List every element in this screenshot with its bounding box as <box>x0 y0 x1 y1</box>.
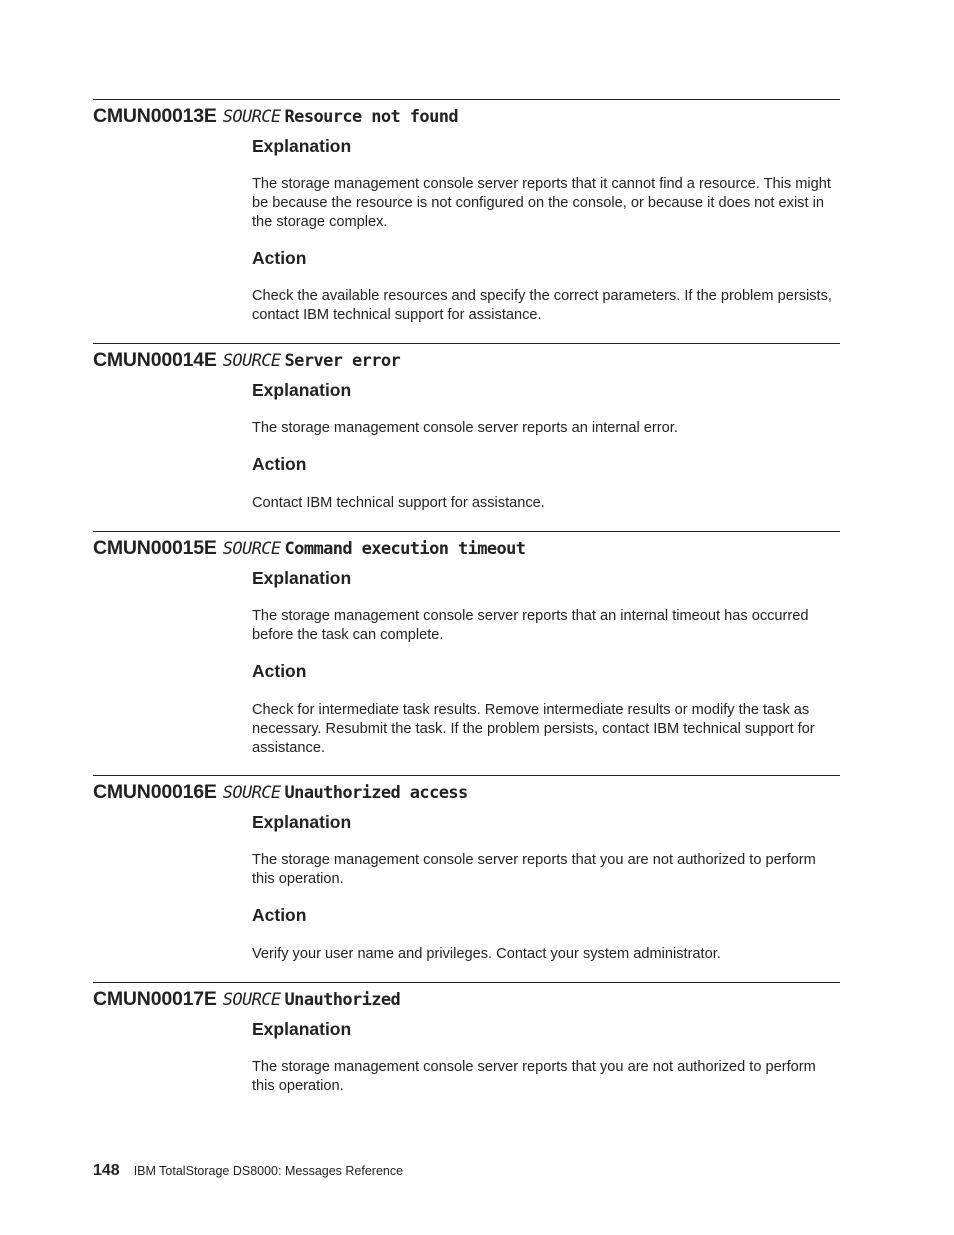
action-heading: Action <box>252 661 307 681</box>
message-id: CMUN00017E <box>93 988 217 1010</box>
explanation-heading: Explanation <box>252 812 352 832</box>
message-heading <box>93 985 400 1013</box>
message-block <box>93 775 840 980</box>
message-block <box>93 99 840 340</box>
explanation-text: The storage management console server reports that it cannot find a resource. This might be because the resource is not configured on the console, or because it does not exist in the storage complex. <box>252 176 831 230</box>
message-source: SOURCE <box>222 107 281 127</box>
message-heading <box>93 534 525 562</box>
page-number: 148 <box>93 1162 120 1179</box>
message-text: Unauthorized <box>284 990 401 1010</box>
message-source: SOURCE <box>222 539 281 559</box>
page-footer <box>93 1158 403 1184</box>
book-title: IBM TotalStorage DS8000: Messages Reference <box>133 1164 404 1178</box>
explanation-text: The storage management console server reports an internal error. <box>252 420 678 436</box>
action-text: Check for intermediate task results. Remove intermediate results or modify the task as necessary. Resubmit the task. If the problem persists, contact IBM technical support for assistance. <box>252 702 815 756</box>
message-source: SOURCE <box>222 990 281 1010</box>
explanation-heading: Explanation <box>252 1019 352 1039</box>
message-heading <box>93 778 468 806</box>
message-text: Resource not found <box>284 107 458 127</box>
explanation-text: The storage management console server reports that you are not authorized to perform this operation. <box>252 1059 816 1094</box>
explanation-text: The storage management console server reports that you are not authorized to perform this operation. <box>252 852 816 887</box>
explanation-heading: Explanation <box>252 136 352 156</box>
message-text: Server error <box>284 351 401 371</box>
message-block <box>93 982 840 1113</box>
message-id: CMUN00016E <box>93 781 217 803</box>
explanation-heading: Explanation <box>252 568 352 588</box>
message-id: CMUN00015E <box>93 537 217 559</box>
message-id: CMUN00013E <box>93 105 217 127</box>
message-source: SOURCE <box>222 783 281 803</box>
message-block <box>93 343 840 529</box>
action-heading: Action <box>252 454 307 474</box>
action-heading: Action <box>252 905 307 925</box>
message-heading <box>93 346 400 374</box>
action-text: Check the available resources and specify the correct parameters. If the problem persists, contact IBM technical support for assistance. <box>252 288 832 323</box>
message-id: CMUN00014E <box>93 349 217 371</box>
explanation-text: The storage management console server reports that an internal timeout has occurred before the task can complete. <box>252 608 809 643</box>
explanation-heading: Explanation <box>252 380 352 400</box>
message-text: Unauthorized access <box>284 783 468 803</box>
message-heading <box>93 102 458 130</box>
message-block <box>93 531 840 772</box>
action-text: Contact IBM technical support for assistance. <box>252 495 545 511</box>
action-heading: Action <box>252 248 307 268</box>
message-text: Command execution timeout <box>284 539 526 559</box>
message-source: SOURCE <box>222 351 281 371</box>
action-text: Verify your user name and privileges. Contact your system administrator. <box>252 946 721 962</box>
